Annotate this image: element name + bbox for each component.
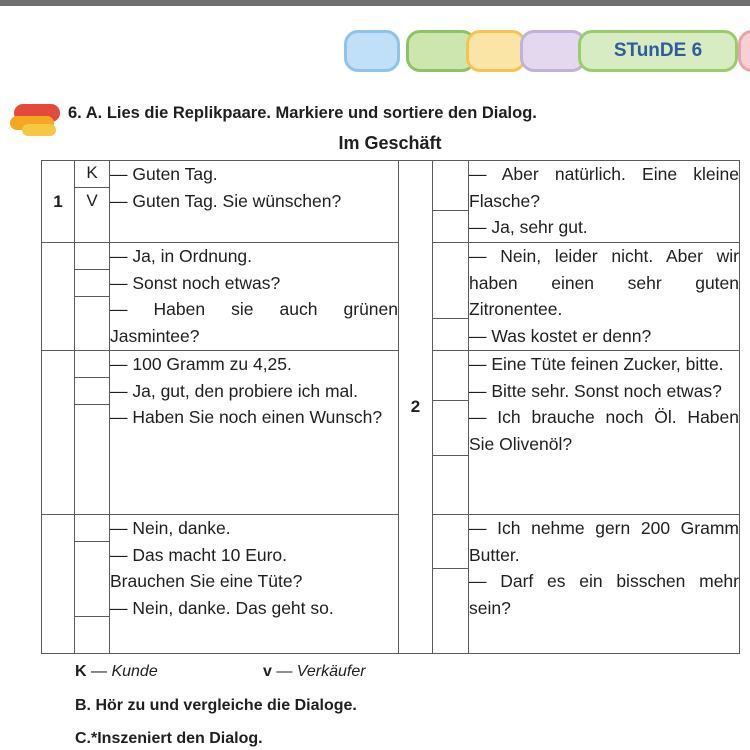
dialog-line: — Sonst noch etwas? bbox=[110, 272, 281, 293]
right-block bbox=[469, 515, 740, 654]
lesson-tab-current[interactable]: STunDE 6 bbox=[578, 30, 738, 72]
dialog-table bbox=[41, 160, 740, 654]
dialog-line: — Ja, sehr gut. bbox=[469, 217, 588, 237]
dialog-line: — Guten Tag. bbox=[110, 164, 218, 184]
left-block bbox=[110, 351, 399, 515]
marker-cell[interactable] bbox=[433, 351, 469, 515]
dialog-line: — Bitte sehr. Sonst noch etwas? bbox=[469, 380, 722, 401]
dialog-line: — Haben Sie noch einen Wunsch? bbox=[110, 407, 383, 427]
marker-k: K bbox=[86, 163, 98, 182]
right-block bbox=[469, 351, 740, 515]
marker-cell[interactable] bbox=[75, 515, 110, 654]
marker-cell[interactable] bbox=[433, 515, 469, 654]
lesson-tab-pink[interactable] bbox=[738, 30, 750, 72]
dialog-line: — Nein, leider nicht. Aber wir haben einen sehr guten Zitronentee. bbox=[469, 246, 739, 319]
legend-v-text: Verkäufer bbox=[296, 663, 366, 680]
legend-k-abbr: K bbox=[75, 663, 87, 680]
task-a-heading: 6. A. Lies die Replikpaare. Markiere und sortiere den Dialog. bbox=[68, 104, 537, 122]
right-block bbox=[469, 161, 740, 243]
dialog-line: — Guten Tag. Sie wünschen? bbox=[110, 190, 342, 211]
legend: K — Kunde v — Verkäufer bbox=[75, 663, 366, 680]
lesson-tab-lilac[interactable] bbox=[520, 30, 586, 72]
dialog-line: — Aber natürlich. Eine kleine Flasche? bbox=[469, 164, 739, 211]
dialog-line: — Nein, danke. bbox=[110, 518, 231, 538]
dialog-line: — Ja, gut, den probiere ich mal. bbox=[110, 380, 359, 401]
marker-cell[interactable] bbox=[75, 243, 110, 351]
dialog-line: — Darf es ein bisschen mehr sein? bbox=[469, 571, 739, 618]
dialog-line: — 100 Gramm zu 4,25. bbox=[110, 354, 292, 374]
marker-cell[interactable] bbox=[433, 243, 469, 351]
dialog-line: — Was kostet er denn? bbox=[469, 325, 652, 346]
left-block bbox=[110, 161, 399, 243]
dialog-line: Brauchen Sie eine Tüte? bbox=[110, 571, 303, 591]
dialog-line: — Nein, danke. Das geht so. bbox=[110, 597, 334, 618]
task-b-heading: B. Hör zu und vergleiche die Dialoge. bbox=[75, 697, 357, 714]
marker-v: V bbox=[86, 191, 98, 210]
marker-cell[interactable] bbox=[75, 161, 110, 243]
legend-v-abbr: v bbox=[263, 663, 272, 680]
marker-cell[interactable] bbox=[75, 351, 110, 515]
marker-cell[interactable] bbox=[433, 161, 469, 243]
left-block bbox=[110, 515, 399, 654]
legend-k-text: Kunde bbox=[111, 663, 158, 680]
dialog-line: — Ich brauche noch Öl. Haben Sie Olivenöl? bbox=[469, 407, 739, 454]
dialog-line: — Ja, in Ordnung. bbox=[110, 246, 253, 266]
task-c-heading: C.*Inszeniert den Dialog. bbox=[75, 730, 263, 747]
lesson-tab-blue[interactable] bbox=[344, 30, 400, 72]
dialog-line: — Eine Tüte feinen Zucker, bitte. bbox=[469, 354, 724, 374]
row-number: 1 bbox=[42, 161, 75, 243]
dialog-line: — Das macht 10 Euro. bbox=[110, 544, 288, 565]
top-bar bbox=[0, 0, 750, 6]
dialog-title: Im Geschäft bbox=[338, 133, 442, 153]
lesson-tabs bbox=[0, 30, 750, 74]
dialog-line: — Haben sie auch grünen Jasmintee? bbox=[110, 299, 398, 346]
left-block bbox=[110, 243, 399, 351]
dialog-line: — Ich nehme gern 200 Gramm Butter. bbox=[469, 518, 739, 565]
row-number: 2 bbox=[399, 161, 433, 654]
lesson-tab-yellow[interactable] bbox=[466, 30, 526, 72]
right-block bbox=[469, 243, 740, 351]
